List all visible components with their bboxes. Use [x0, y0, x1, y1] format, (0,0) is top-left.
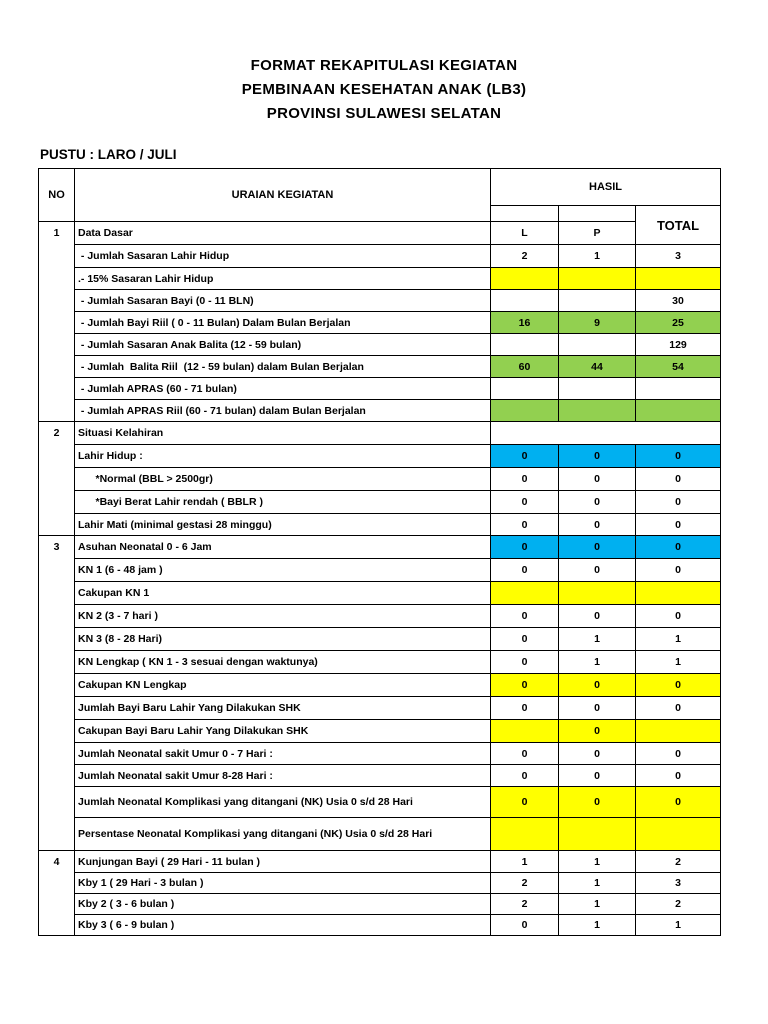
row-value-p: 0	[559, 468, 636, 491]
row-no	[39, 697, 75, 720]
row-no	[39, 445, 75, 468]
table-row	[39, 378, 721, 400]
row-no	[39, 818, 75, 851]
table-row	[39, 422, 721, 445]
row-value-l	[491, 582, 559, 605]
header-no: NO	[39, 169, 75, 222]
row-no	[39, 559, 75, 582]
row-value-l	[491, 290, 559, 312]
row-value-p	[559, 290, 636, 312]
row-value-p: 1	[559, 915, 636, 936]
row-label: Cakupan KN 1	[75, 582, 491, 605]
table-row	[39, 245, 721, 268]
row-hasil-merged	[491, 422, 721, 445]
row-value-l: 0	[491, 765, 559, 787]
row-value-p	[559, 378, 636, 400]
row-value-l	[491, 268, 559, 290]
row-label: .- 15% Sasaran Lahir Hidup	[75, 268, 491, 290]
row-value-t	[636, 378, 721, 400]
row-value-t: 0	[636, 536, 721, 559]
row-value-l: 2	[491, 873, 559, 894]
row-value-t: 0	[636, 787, 721, 818]
row-label: - Jumlah APRAS (60 - 71 bulan)	[75, 378, 491, 400]
row-value-l: 0	[491, 559, 559, 582]
row-label: Kby 3 ( 6 - 9 bulan )	[75, 915, 491, 936]
row-no	[39, 787, 75, 818]
row-label: *Bayi Berat Lahir rendah ( BBLR )	[75, 491, 491, 514]
row-value-p: 0	[559, 559, 636, 582]
row-value-l	[491, 818, 559, 851]
row-label: Jumlah Neonatal Komplikasi yang ditangani (NK) Usia 0 s/d 28 Hari	[75, 787, 491, 818]
table-row	[39, 400, 721, 422]
table-row	[39, 605, 721, 628]
header-hasil: HASIL	[491, 169, 721, 206]
row-value-t: 1	[636, 628, 721, 651]
table-row	[39, 290, 721, 312]
table-header-row	[39, 169, 721, 206]
row-value-t: 0	[636, 559, 721, 582]
row-label: Cakupan Bayi Baru Lahir Yang Dilakukan SHK	[75, 720, 491, 743]
row-label: Kby 2 ( 3 - 6 bulan )	[75, 894, 491, 915]
row-value-l	[491, 720, 559, 743]
row-value-p: P	[559, 222, 636, 245]
row-no	[39, 743, 75, 765]
row-value-p: 0	[559, 491, 636, 514]
row-value-t	[636, 818, 721, 851]
table-row	[39, 674, 721, 697]
row-value-l: 60	[491, 356, 559, 378]
row-value-t: 2	[636, 851, 721, 873]
row-value-l	[491, 400, 559, 422]
row-value-t: 0	[636, 514, 721, 536]
row-label: Lahir Hidup :	[75, 445, 491, 468]
row-value-p: 0	[559, 720, 636, 743]
row-value-t: 3	[636, 245, 721, 268]
row-no	[39, 334, 75, 356]
row-no: 1	[39, 222, 75, 245]
row-no: 3	[39, 536, 75, 559]
row-value-t: 54	[636, 356, 721, 378]
row-no	[39, 514, 75, 536]
row-value-l: 0	[491, 787, 559, 818]
row-label: - Jumlah Sasaran Bayi (0 - 11 BLN)	[75, 290, 491, 312]
row-value-p: 1	[559, 851, 636, 873]
table-row	[39, 765, 721, 787]
row-no	[39, 915, 75, 936]
table-row	[39, 445, 721, 468]
table-row	[39, 312, 721, 334]
row-label: Lahir Mati (minimal gestasi 28 minggu)	[75, 514, 491, 536]
recap-table	[38, 168, 721, 936]
row-value-l: 0	[491, 915, 559, 936]
table-row	[39, 559, 721, 582]
row-no	[39, 894, 75, 915]
row-no	[39, 268, 75, 290]
row-value-t	[636, 720, 721, 743]
row-no	[39, 491, 75, 514]
row-value-t: 0	[636, 605, 721, 628]
row-value-p: 1	[559, 628, 636, 651]
row-value-t: 0	[636, 491, 721, 514]
row-value-t: 1	[636, 915, 721, 936]
row-value-t	[636, 268, 721, 290]
row-value-l: 0	[491, 628, 559, 651]
header-total: TOTAL	[636, 206, 721, 245]
row-value-p: 1	[559, 245, 636, 268]
row-no	[39, 378, 75, 400]
row-no	[39, 873, 75, 894]
row-value-t: 0	[636, 445, 721, 468]
row-label: Persentase Neonatal Komplikasi yang ditangani (NK) Usia 0 s/d 28 Hari	[75, 818, 491, 851]
row-no	[39, 468, 75, 491]
row-no	[39, 765, 75, 787]
row-value-t: 0	[636, 697, 721, 720]
row-value-p: 1	[559, 873, 636, 894]
table-row	[39, 873, 721, 894]
table-row	[39, 818, 721, 851]
row-value-t: 1	[636, 651, 721, 674]
table-row	[39, 894, 721, 915]
header-blank-l	[491, 206, 559, 222]
row-value-l: 16	[491, 312, 559, 334]
row-value-l: 0	[491, 743, 559, 765]
row-no	[39, 356, 75, 378]
row-label: - Jumlah APRAS Riil (60 - 71 bulan) dalam Bulan Berjalan	[75, 400, 491, 422]
row-value-l: 2	[491, 894, 559, 915]
row-value-l: 0	[491, 468, 559, 491]
row-value-t: 2	[636, 894, 721, 915]
row-value-p: 0	[559, 605, 636, 628]
row-label: Situasi Kelahiran	[75, 422, 491, 445]
table-row	[39, 514, 721, 536]
table-row	[39, 468, 721, 491]
row-no	[39, 290, 75, 312]
row-value-t: 0	[636, 674, 721, 697]
row-value-p	[559, 818, 636, 851]
table-row	[39, 222, 721, 245]
row-value-t: 30	[636, 290, 721, 312]
row-value-p: 1	[559, 894, 636, 915]
row-value-t: 25	[636, 312, 721, 334]
row-label: KN 3 (8 - 28 Hari)	[75, 628, 491, 651]
row-value-l	[491, 334, 559, 356]
row-no	[39, 720, 75, 743]
header-blank-p	[559, 206, 636, 222]
row-no	[39, 605, 75, 628]
table-row	[39, 697, 721, 720]
table-row	[39, 851, 721, 873]
report-title-line1: FORMAT REKAPITULASI KEGIATAN	[250, 57, 518, 74]
row-value-l: 0	[491, 651, 559, 674]
report-title-line3: PROVINSI SULAWESI SELATAN	[266, 105, 502, 122]
row-label: Kunjungan Bayi ( 29 Hari - 11 bulan )	[75, 851, 491, 873]
table-row	[39, 651, 721, 674]
row-label: - Jumlah Balita Riil (12 - 59 bulan) dalam Bulan Berjalan	[75, 356, 491, 378]
table-row	[39, 720, 721, 743]
row-value-t: 129	[636, 334, 721, 356]
row-value-t	[636, 400, 721, 422]
row-label: Cakupan KN Lengkap	[75, 674, 491, 697]
row-no	[39, 651, 75, 674]
row-value-l: 0	[491, 491, 559, 514]
row-value-p: 0	[559, 514, 636, 536]
row-label: KN 1 (6 - 48 jam )	[75, 559, 491, 582]
row-label: *Normal (BBL > 2500gr)	[75, 468, 491, 491]
row-label: Jumlah Neonatal sakit Umur 8-28 Hari :	[75, 765, 491, 787]
row-no	[39, 312, 75, 334]
row-value-l	[491, 378, 559, 400]
row-label: Jumlah Neonatal sakit Umur 0 - 7 Hari :	[75, 743, 491, 765]
row-value-l: 0	[491, 536, 559, 559]
row-no	[39, 400, 75, 422]
row-value-p: 0	[559, 743, 636, 765]
row-no: 2	[39, 422, 75, 445]
row-value-t: 0	[636, 743, 721, 765]
row-value-p: 0	[559, 787, 636, 818]
table-row	[39, 743, 721, 765]
row-label: Data Dasar	[75, 222, 491, 245]
row-label: - Jumlah Sasaran Anak Balita (12 - 59 bulan)	[75, 334, 491, 356]
row-value-t	[636, 582, 721, 605]
row-value-p	[559, 400, 636, 422]
row-no: 4	[39, 851, 75, 873]
row-value-p: 0	[559, 536, 636, 559]
row-value-l: 0	[491, 674, 559, 697]
row-value-p: 0	[559, 445, 636, 468]
row-value-p: 0	[559, 765, 636, 787]
row-value-p: 0	[559, 674, 636, 697]
row-value-t: 0	[636, 765, 721, 787]
pustu-label: PUSTU : LARO / JULI	[40, 147, 177, 162]
row-no	[39, 582, 75, 605]
table-row	[39, 582, 721, 605]
table-row	[39, 268, 721, 290]
table-row	[39, 628, 721, 651]
table-row	[39, 491, 721, 514]
row-no	[39, 628, 75, 651]
table-row	[39, 334, 721, 356]
row-value-p	[559, 268, 636, 290]
row-label: KN 2 (3 - 7 hari )	[75, 605, 491, 628]
row-value-p: 44	[559, 356, 636, 378]
row-no	[39, 245, 75, 268]
row-value-l: 0	[491, 697, 559, 720]
table-row	[39, 536, 721, 559]
row-value-l: 0	[491, 605, 559, 628]
table-row	[39, 915, 721, 936]
row-label: Kby 1 ( 29 Hari - 3 bulan )	[75, 873, 491, 894]
row-value-t: 0	[636, 468, 721, 491]
row-value-l: L	[491, 222, 559, 245]
row-label: - Jumlah Sasaran Lahir Hidup	[75, 245, 491, 268]
row-label: Asuhan Neonatal 0 - 6 Jam	[75, 536, 491, 559]
table-row	[39, 787, 721, 818]
table-row	[39, 356, 721, 378]
report-title-line2: PEMBINAAN KESEHATAN ANAK (LB3)	[241, 81, 527, 98]
row-value-l: 2	[491, 245, 559, 268]
row-value-p: 9	[559, 312, 636, 334]
row-value-p	[559, 582, 636, 605]
row-label: KN Lengkap ( KN 1 - 3 sesuai dengan waktunya)	[75, 651, 491, 674]
row-value-l: 0	[491, 445, 559, 468]
row-value-l: 0	[491, 514, 559, 536]
row-value-p	[559, 334, 636, 356]
row-value-p: 0	[559, 697, 636, 720]
row-no	[39, 674, 75, 697]
row-value-l: 1	[491, 851, 559, 873]
header-uraian: URAIAN KEGIATAN	[75, 169, 491, 222]
row-value-t: 3	[636, 873, 721, 894]
row-label: - Jumlah Bayi Riil ( 0 - 11 Bulan) Dalam Bulan Berjalan	[75, 312, 491, 334]
row-label: Jumlah Bayi Baru Lahir Yang Dilakukan SHK	[75, 697, 491, 720]
row-value-p: 1	[559, 651, 636, 674]
